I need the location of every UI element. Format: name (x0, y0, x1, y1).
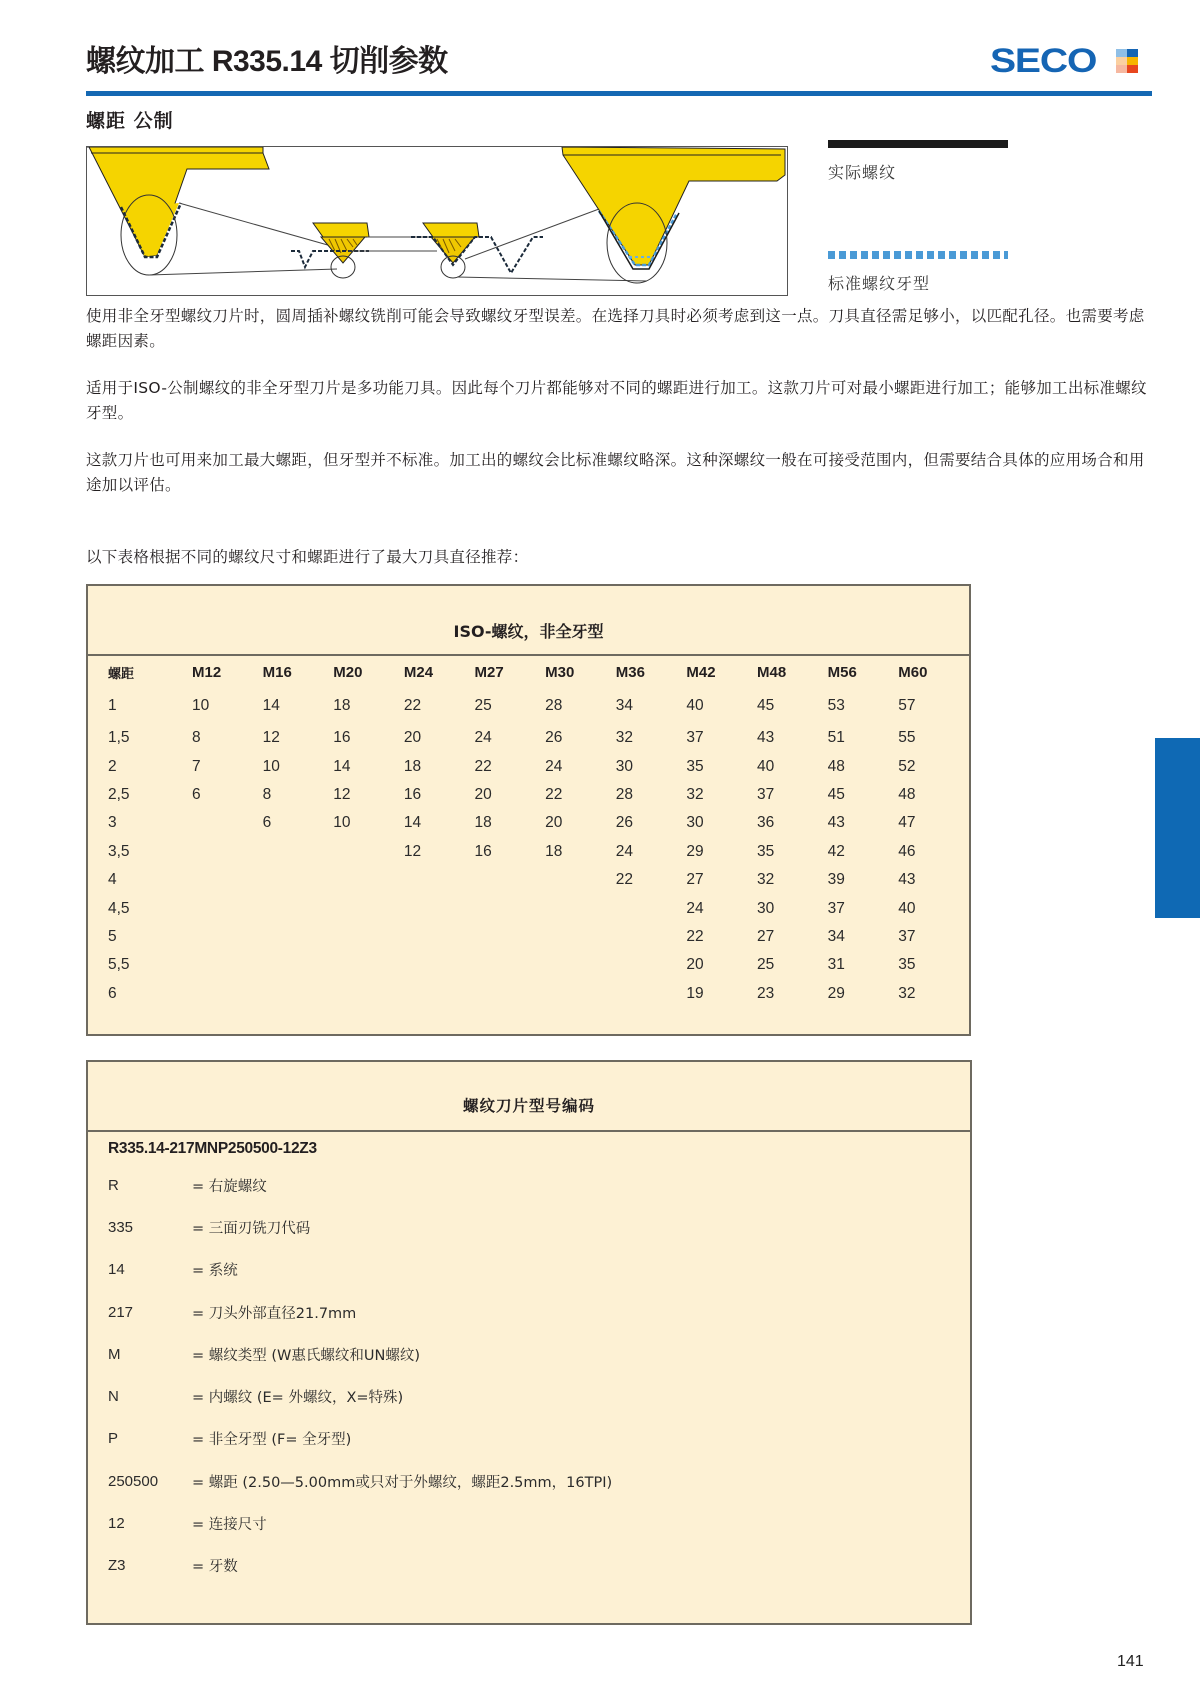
diameter-cell: 48 (827, 757, 845, 775)
diameter-cell (333, 866, 404, 894)
diameter-cell: 18 (545, 842, 563, 860)
code-meaning: = 内螺纹 (E= 外螺纹，X=特殊) (192, 1390, 404, 1407)
diameter-cell (475, 951, 546, 979)
iso-table-body (88, 688, 969, 1008)
table-row (88, 951, 969, 979)
code-key: 14 (108, 1261, 125, 1279)
code-meaning: = 刀头外部直径21.7mm (192, 1305, 357, 1322)
list-item (88, 1291, 970, 1333)
diameter-cell: 28 (545, 697, 563, 714)
diameter-cell (333, 838, 404, 866)
header-m24: M24 (403, 663, 434, 681)
diameter-cell (263, 866, 334, 894)
diameter-cell: 48 (898, 785, 916, 803)
header-pitch: 螺距 (108, 666, 135, 682)
diameter-cell: 40 (898, 899, 916, 917)
iso-table-title: ISO-螺纹，非全牙型 (88, 586, 969, 656)
diameter-cell: 7 (192, 757, 201, 775)
iso-table-header-row (88, 656, 969, 688)
diameter-cell (192, 923, 263, 951)
code-meaning: = 螺距 (2.50—5.00mm或只对于外螺纹，螺距2.5mm，16TPI) (192, 1474, 613, 1491)
diameter-cell (263, 894, 334, 922)
diameter-cell (192, 980, 263, 1008)
paragraph-2: 适用于ISO-公制螺纹的非全牙型刀片是多功能刀具。因此每个刀片都能够对不同的螺距进行加工。这款刀片可对最小螺距进行加工；能够加工出标准螺纹牙型。 (86, 379, 1147, 422)
header-m16: M16 (262, 663, 292, 681)
diameter-cell: 24 (686, 899, 704, 917)
table-row (88, 781, 969, 809)
diameter-cell (545, 866, 616, 894)
diameter-cell: 35 (686, 757, 704, 775)
diameter-cell: 22 (615, 871, 633, 889)
diameter-cell: 47 (898, 814, 916, 832)
diameter-cell: 55 (898, 729, 916, 747)
code-meaning: = 系统 (192, 1263, 238, 1280)
paragraph-1: 使用非全牙型螺纹刀片时，圆周插补螺纹铣削可能会导致螺纹牙型误差。在选择刀具时必须考虑到这一点。刀具直径需足够小，以匹配孔径。也需要考虑螺距因素。 (86, 307, 1145, 350)
diameter-cell: 18 (333, 697, 351, 714)
diameter-cell: 12 (262, 729, 280, 747)
code-meaning: = 牙数 (192, 1559, 238, 1576)
diameter-cell (475, 894, 546, 922)
diameter-cell: 12 (333, 785, 351, 803)
diameter-cell (263, 980, 334, 1008)
diameter-cell (404, 980, 475, 1008)
diameter-cell (192, 809, 263, 837)
table-row (88, 923, 969, 951)
code-key: 250500 (108, 1472, 159, 1490)
header-rule (86, 91, 1152, 96)
diameter-cell: 57 (898, 697, 916, 714)
thread-profile-illustration (87, 147, 787, 295)
diameter-cell: 20 (474, 785, 492, 803)
diameter-cell: 10 (333, 814, 351, 832)
code-meaning: = 非全牙型 (F= 全牙型) (192, 1432, 352, 1449)
diameter-cell: 29 (827, 984, 845, 1002)
code-meaning: = 螺纹类型 (W惠氏螺纹和UN螺纹) (192, 1347, 420, 1364)
code-key: P (108, 1430, 119, 1448)
diameter-cell (192, 838, 263, 866)
diameter-cell (545, 894, 616, 922)
code-key: R (108, 1176, 119, 1194)
thread-profile-diagram (86, 146, 788, 296)
insert-code-table (86, 1060, 972, 1625)
page-title: 螺纹加工 R335.14 切削参数 (86, 45, 448, 78)
diameter-cell (333, 980, 404, 1008)
table-row (88, 724, 969, 752)
diameter-cell: 30 (615, 757, 633, 775)
diameter-cell: 43 (827, 814, 845, 832)
diagram-legend (828, 140, 1008, 294)
code-meaning: = 三面刃铣刀代码 (192, 1220, 311, 1237)
list-item (88, 1249, 970, 1291)
diameter-cell: 53 (827, 697, 845, 714)
diameter-cell: 18 (403, 757, 422, 775)
dotted-line-swatch (828, 251, 1008, 259)
pitch-cell: 5 (108, 927, 117, 945)
diameter-cell: 26 (615, 814, 633, 832)
diameter-cell: 10 (262, 757, 280, 775)
diameter-cell: 12 (403, 842, 422, 860)
code-key: N (108, 1388, 119, 1406)
diameter-cell: 28 (615, 785, 633, 803)
code-key: Z3 (108, 1557, 126, 1575)
diameter-cell (616, 923, 687, 951)
pitch-cell: 1 (108, 697, 117, 714)
diameter-cell: 32 (615, 729, 633, 747)
diameter-cell: 14 (333, 757, 351, 775)
diameter-cell: 16 (474, 842, 492, 860)
pitch-cell: 2,5 (108, 785, 130, 803)
diameter-cell (475, 923, 546, 951)
section-title: 螺距 公制 (86, 110, 174, 132)
code-key: M (108, 1345, 121, 1363)
diameter-cell: 8 (262, 785, 272, 803)
diameter-cell (545, 923, 616, 951)
header-m30: M30 (545, 663, 575, 681)
diameter-cell: 45 (827, 785, 845, 803)
diameter-cell: 6 (262, 814, 272, 832)
diameter-cell: 20 (686, 956, 704, 974)
diameter-cell: 32 (686, 785, 704, 803)
diameter-cell (545, 951, 616, 979)
diameter-cell (263, 923, 334, 951)
diameter-cell: 29 (686, 842, 704, 860)
table-row (88, 752, 969, 780)
brand-name: SECO (990, 42, 1097, 80)
diameter-cell: 40 (757, 757, 775, 775)
diameter-cell (404, 894, 475, 922)
diameter-cell: 39 (827, 871, 845, 889)
table-row (88, 980, 969, 1008)
legend-label-standard: 标准螺纹牙型 (828, 274, 931, 293)
code-meaning: = 连接尺寸 (192, 1517, 267, 1534)
diameter-cell (333, 894, 404, 922)
page-number: 141 (1117, 1653, 1144, 1670)
diameter-cell: 32 (898, 984, 916, 1002)
diameter-cell (545, 980, 616, 1008)
header-m12: M12 (192, 663, 222, 681)
iso-table-grid (88, 656, 969, 1008)
diameter-cell (475, 866, 546, 894)
diameter-cell (263, 951, 334, 979)
code-table-body (88, 1164, 970, 1587)
diameter-cell: 8 (192, 729, 201, 747)
list-item (88, 1502, 970, 1544)
pitch-cell: 1,5 (108, 729, 130, 747)
seco-logo (990, 44, 1138, 78)
diameter-cell: 31 (827, 956, 845, 974)
diameter-cell: 37 (686, 729, 704, 747)
diameter-cell: 42 (827, 842, 845, 860)
diameter-cell: 22 (474, 757, 492, 775)
pitch-cell: 5,5 (108, 956, 130, 974)
code-example: R335.14-217MNP250500-12Z3 (108, 1140, 317, 1157)
diameter-cell: 32 (757, 871, 775, 889)
diameter-cell (192, 894, 263, 922)
diameter-cell: 16 (333, 729, 351, 747)
diameter-cell: 14 (262, 697, 280, 714)
diameter-cell: 30 (757, 899, 775, 917)
diameter-cell: 6 (192, 785, 201, 803)
diameter-cell: 20 (545, 814, 563, 832)
diameter-cell: 40 (686, 697, 704, 714)
legend-label-actual: 实际螺纹 (828, 163, 897, 182)
code-table-title: 螺纹刀片型号编码 (88, 1062, 970, 1132)
diameter-cell: 24 (474, 729, 492, 747)
solid-line-swatch (828, 140, 1008, 148)
diameter-cell: 22 (403, 697, 422, 714)
diameter-cell: 19 (686, 984, 704, 1002)
header-m27: M27 (474, 663, 504, 681)
pitch-cell: 3,5 (108, 842, 130, 860)
diameter-cell: 26 (545, 729, 563, 747)
pitch-cell: 2 (108, 757, 117, 775)
diameter-cell: 30 (686, 814, 704, 832)
diameter-cell: 52 (898, 757, 916, 775)
header-m60: M60 (898, 663, 928, 681)
diameter-cell: 10 (192, 697, 210, 714)
diameter-cell (333, 951, 404, 979)
diameter-cell: 34 (615, 697, 633, 714)
diameter-cell (192, 866, 263, 894)
header-m20: M20 (333, 663, 363, 681)
diameter-cell: 27 (686, 871, 704, 889)
diameter-cell (616, 980, 687, 1008)
list-item (88, 1333, 970, 1375)
diameter-cell: 37 (898, 927, 916, 945)
logo-squares-icon (1116, 49, 1138, 73)
diameter-cell: 25 (474, 697, 492, 714)
diameter-cell: 27 (757, 927, 775, 945)
list-item (88, 1164, 970, 1206)
diameter-cell: 20 (403, 729, 422, 747)
code-key: 335 (108, 1218, 134, 1236)
header-m48: M48 (757, 663, 787, 681)
diameter-cell (404, 923, 475, 951)
diameter-cell: 45 (757, 697, 775, 714)
header-m56: M56 (827, 663, 857, 681)
table-row (88, 688, 969, 724)
diameter-cell: 51 (827, 729, 845, 747)
diameter-cell (616, 951, 687, 979)
diameter-cell: 37 (757, 785, 775, 803)
table-row (88, 809, 969, 837)
diameter-cell: 16 (403, 785, 422, 803)
diameter-cell: 24 (545, 757, 563, 775)
diameter-cell (616, 894, 687, 922)
diameter-cell: 25 (757, 956, 775, 974)
list-item (88, 1375, 970, 1417)
diameter-cell (192, 951, 263, 979)
diameter-cell (404, 866, 475, 894)
diameter-cell (333, 923, 404, 951)
pitch-cell: 4 (108, 871, 117, 889)
header-m36: M36 (615, 663, 645, 681)
diameter-cell: 46 (898, 842, 916, 860)
diameter-cell: 36 (757, 814, 775, 832)
diameter-cell: 43 (757, 729, 775, 747)
list-item (88, 1545, 970, 1587)
diameter-cell: 18 (474, 814, 492, 832)
diameter-cell: 37 (827, 899, 845, 917)
table-row (88, 894, 969, 922)
pitch-cell: 6 (108, 984, 117, 1002)
diameter-cell (404, 951, 475, 979)
diameter-cell: 22 (545, 785, 563, 803)
diameter-cell: 43 (898, 871, 916, 889)
paragraph-3: 这款刀片也可用来加工最大螺距，但牙型并不标准。加工出的螺纹会比标准螺纹略深。这种深螺纹一般在可接受范围内，但需要结合具体的应用场合和用途加以评估。 (86, 451, 1145, 494)
diameter-cell: 23 (757, 984, 775, 1002)
diameter-cell (475, 980, 546, 1008)
header-m42: M42 (686, 663, 716, 681)
diameter-cell: 24 (615, 842, 633, 860)
diameter-cell: 35 (898, 956, 916, 974)
code-meaning: = 右旋螺纹 (192, 1178, 267, 1195)
list-item (88, 1418, 970, 1460)
pitch-cell: 4,5 (108, 899, 130, 917)
pitch-cell: 3 (108, 814, 117, 832)
code-key: 12 (108, 1515, 125, 1533)
diameter-cell: 14 (403, 814, 422, 832)
table-row (88, 866, 969, 894)
diameter-cell: 34 (827, 927, 845, 945)
diameter-cell (263, 838, 334, 866)
list-item (88, 1206, 970, 1248)
diameter-cell: 22 (686, 927, 704, 945)
diameter-cell: 35 (757, 842, 775, 860)
table-row (88, 838, 969, 866)
table-intro: 以下表格根据不同的螺纹尺寸和螺距进行了最大刀具直径推荐： (86, 548, 529, 566)
chapter-tab (1155, 738, 1200, 918)
list-item (88, 1460, 970, 1502)
code-key: 217 (108, 1303, 134, 1321)
iso-thread-table (86, 584, 971, 1036)
